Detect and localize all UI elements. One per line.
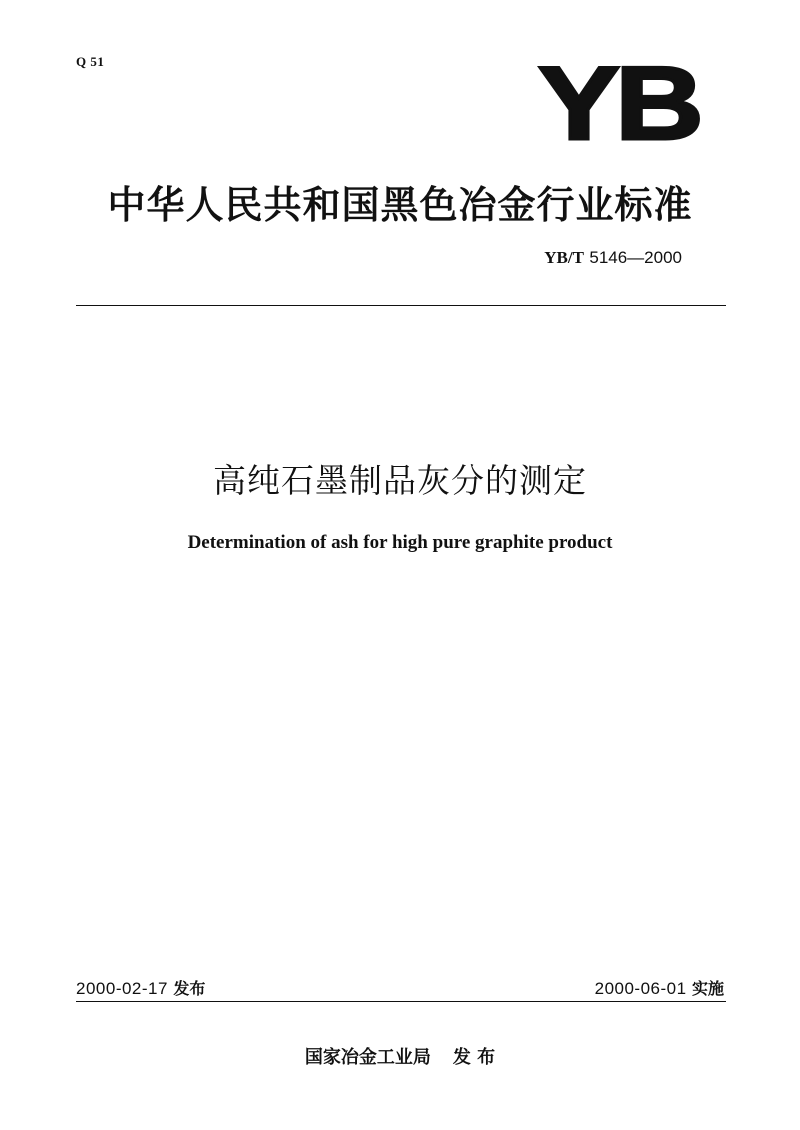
- implementation-date: 2000-06-01: [594, 979, 687, 998]
- publisher-line: [0, 1043, 800, 1069]
- yb-logo: YB: [538, 46, 700, 162]
- publisher-name: 国家冶金工业局: [304, 1047, 431, 1068]
- top-divider: [76, 305, 726, 306]
- bottom-divider: [76, 1001, 726, 1002]
- standard-code-prefix: YB/T: [544, 248, 584, 267]
- release-label: 发布: [173, 979, 206, 998]
- implementation-date-line: [595, 976, 724, 999]
- implementation-label: 实施: [691, 979, 724, 998]
- publisher-action: 发 布: [452, 1047, 496, 1068]
- standard-code-number: 5146—2000: [589, 248, 682, 267]
- release-date: 2000-02-17: [76, 979, 168, 998]
- classification-code: Q 51: [76, 54, 105, 69]
- standard-title: 中华人民共和国黑色冶金行业标准: [107, 183, 693, 227]
- standard-code: [544, 248, 682, 268]
- document-title-chinese: 高纯石墨制品灰分的测定: [213, 461, 587, 500]
- document-title-english: Determination of ash for high pure graphite product: [187, 532, 613, 553]
- release-date-line: [76, 976, 205, 999]
